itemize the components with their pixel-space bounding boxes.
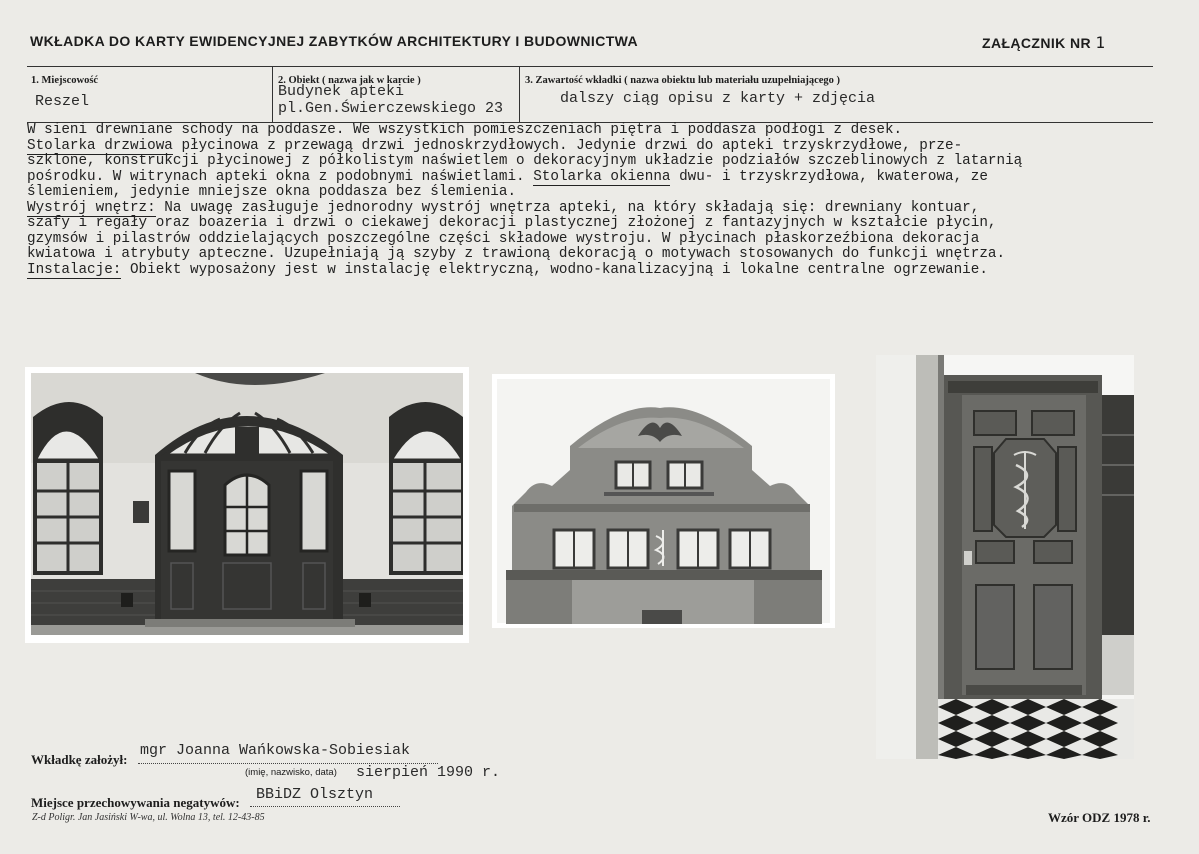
door-photo-graphic — [876, 355, 1134, 759]
date-value: sierpień 1990 r. — [356, 764, 501, 781]
description-text — [27, 123, 1195, 278]
negatives-label: Miejsce przechowywania negatywów: — [31, 795, 240, 810]
entrance-photo-graphic — [25, 367, 469, 643]
card-title: WKŁADKA DO KARTY EWIDENCYJNEJ ZABYTKÓW ARCHITEKTURY I BUDOWNICTWA — [30, 33, 639, 49]
description-fragment: płycinowa z przewagą drzwi jednoskrzydłowych. Jedynie drzwi do apteki trzyskrzydłowe, prze- — [172, 137, 963, 154]
description-line — [27, 201, 1195, 217]
object-name: Budynek apteki — [278, 83, 405, 100]
field-divider-2 — [519, 67, 520, 123]
form-number: Wzór ODZ 1978 r. — [1048, 810, 1151, 825]
author-hint: (imię, nazwisko, data) — [245, 767, 337, 778]
description-line — [27, 170, 1195, 186]
content-label: 3. Zawartość wkładki ( nazwa obiektu lub materiału uzupełniającego ) — [525, 75, 841, 86]
description-line: gzymsów i pilastrów oddzielających poszczególne części składowe wystroju. W płycinach płaskorzeźbiona dekoracja — [27, 230, 980, 247]
heading-interior: Wystrój wnętrz: — [27, 199, 156, 216]
heading-window-joinery: Stolarka okienna — [533, 168, 671, 185]
description-line: ślemieniem, jedynie mniejsze okna poddasza bez ślemienia. — [27, 184, 517, 200]
annex-label — [982, 33, 1105, 52]
object-address: pl.Gen.Świerczewskiego 23 — [278, 100, 504, 117]
description-fragment: Na uwagę zasługuje jednorodny wystrój wnętrza apteki, na który składają się: drewniany kontuar, — [155, 199, 980, 216]
content-value: dalszy ciąg opisu z karty + zdjęcia — [560, 90, 876, 107]
photo-gable — [492, 374, 835, 628]
locality-value: Reszel — [35, 93, 90, 110]
description-line — [27, 139, 1195, 155]
description-line: W sieni drewniane schody na poddasze. We wszystkich pomieszczeniach piętra i poddasza podłogi z desek. — [27, 122, 903, 138]
annex-number: 1 — [1095, 33, 1106, 52]
description-line: szafy i regały oraz boazeria i drzwi o ciekawej dekoracji plastycznej złożonej z fantazyjnych w kształcie płycin, — [27, 215, 997, 231]
field-divider-1 — [272, 67, 273, 123]
description-fragment: pośrodku. W witrynach apteki okna z podobnymi naświetlami. — [27, 168, 534, 185]
object-label: 2. Obiekt ( nazwa jak w karcie ) — [278, 75, 421, 86]
description-line — [27, 263, 1195, 279]
photo-interior-door — [876, 355, 1134, 759]
printer-imprint: Z-d Poligr. Jan Jasiński W-wa, ul. Wolna 13, tel. 12-43-85 — [32, 812, 265, 823]
description-line: kwiatowa i atrybuty apteczne. Uzupełniają ją szyby z trawioną dekoracją o motywach stosowanych do funkcji wnętrza. — [27, 246, 1006, 262]
header-rule — [27, 66, 1153, 67]
description-fragment: Obiekt wyposażony jest w instalację elektryczną, wodno-kanalizacyjną i lokalne centralne ogrzewanie. — [121, 261, 988, 278]
description-line: szklone, konstrukcji płycinowej z półkolistym naświetlem o dekoracyjnym układzie podziałów szczeblinowych z latarnią — [27, 153, 1023, 169]
heading-door-joinery: Stolarka drzwiowa — [27, 137, 173, 154]
gable-photo-graphic — [492, 374, 835, 628]
negatives-dotted-line — [250, 806, 400, 807]
photo-entrance — [25, 367, 469, 643]
author-value: mgr Joanna Wańkowska-Sobiesiak — [140, 742, 411, 759]
author-label: Wkładkę założył: — [31, 752, 128, 767]
checkered-floor — [938, 699, 1134, 759]
description-fragment: dwu- i trzyskrzydłowa, kwaterowa, ze — [670, 168, 988, 185]
negatives-value: BBiDZ Olsztyn — [256, 786, 374, 803]
locality-label: 1. Miejscowość — [31, 75, 99, 86]
heading-installations: Instalacje: — [27, 261, 122, 278]
annex-label-text: ZAŁĄCZNIK NR — [982, 35, 1092, 51]
